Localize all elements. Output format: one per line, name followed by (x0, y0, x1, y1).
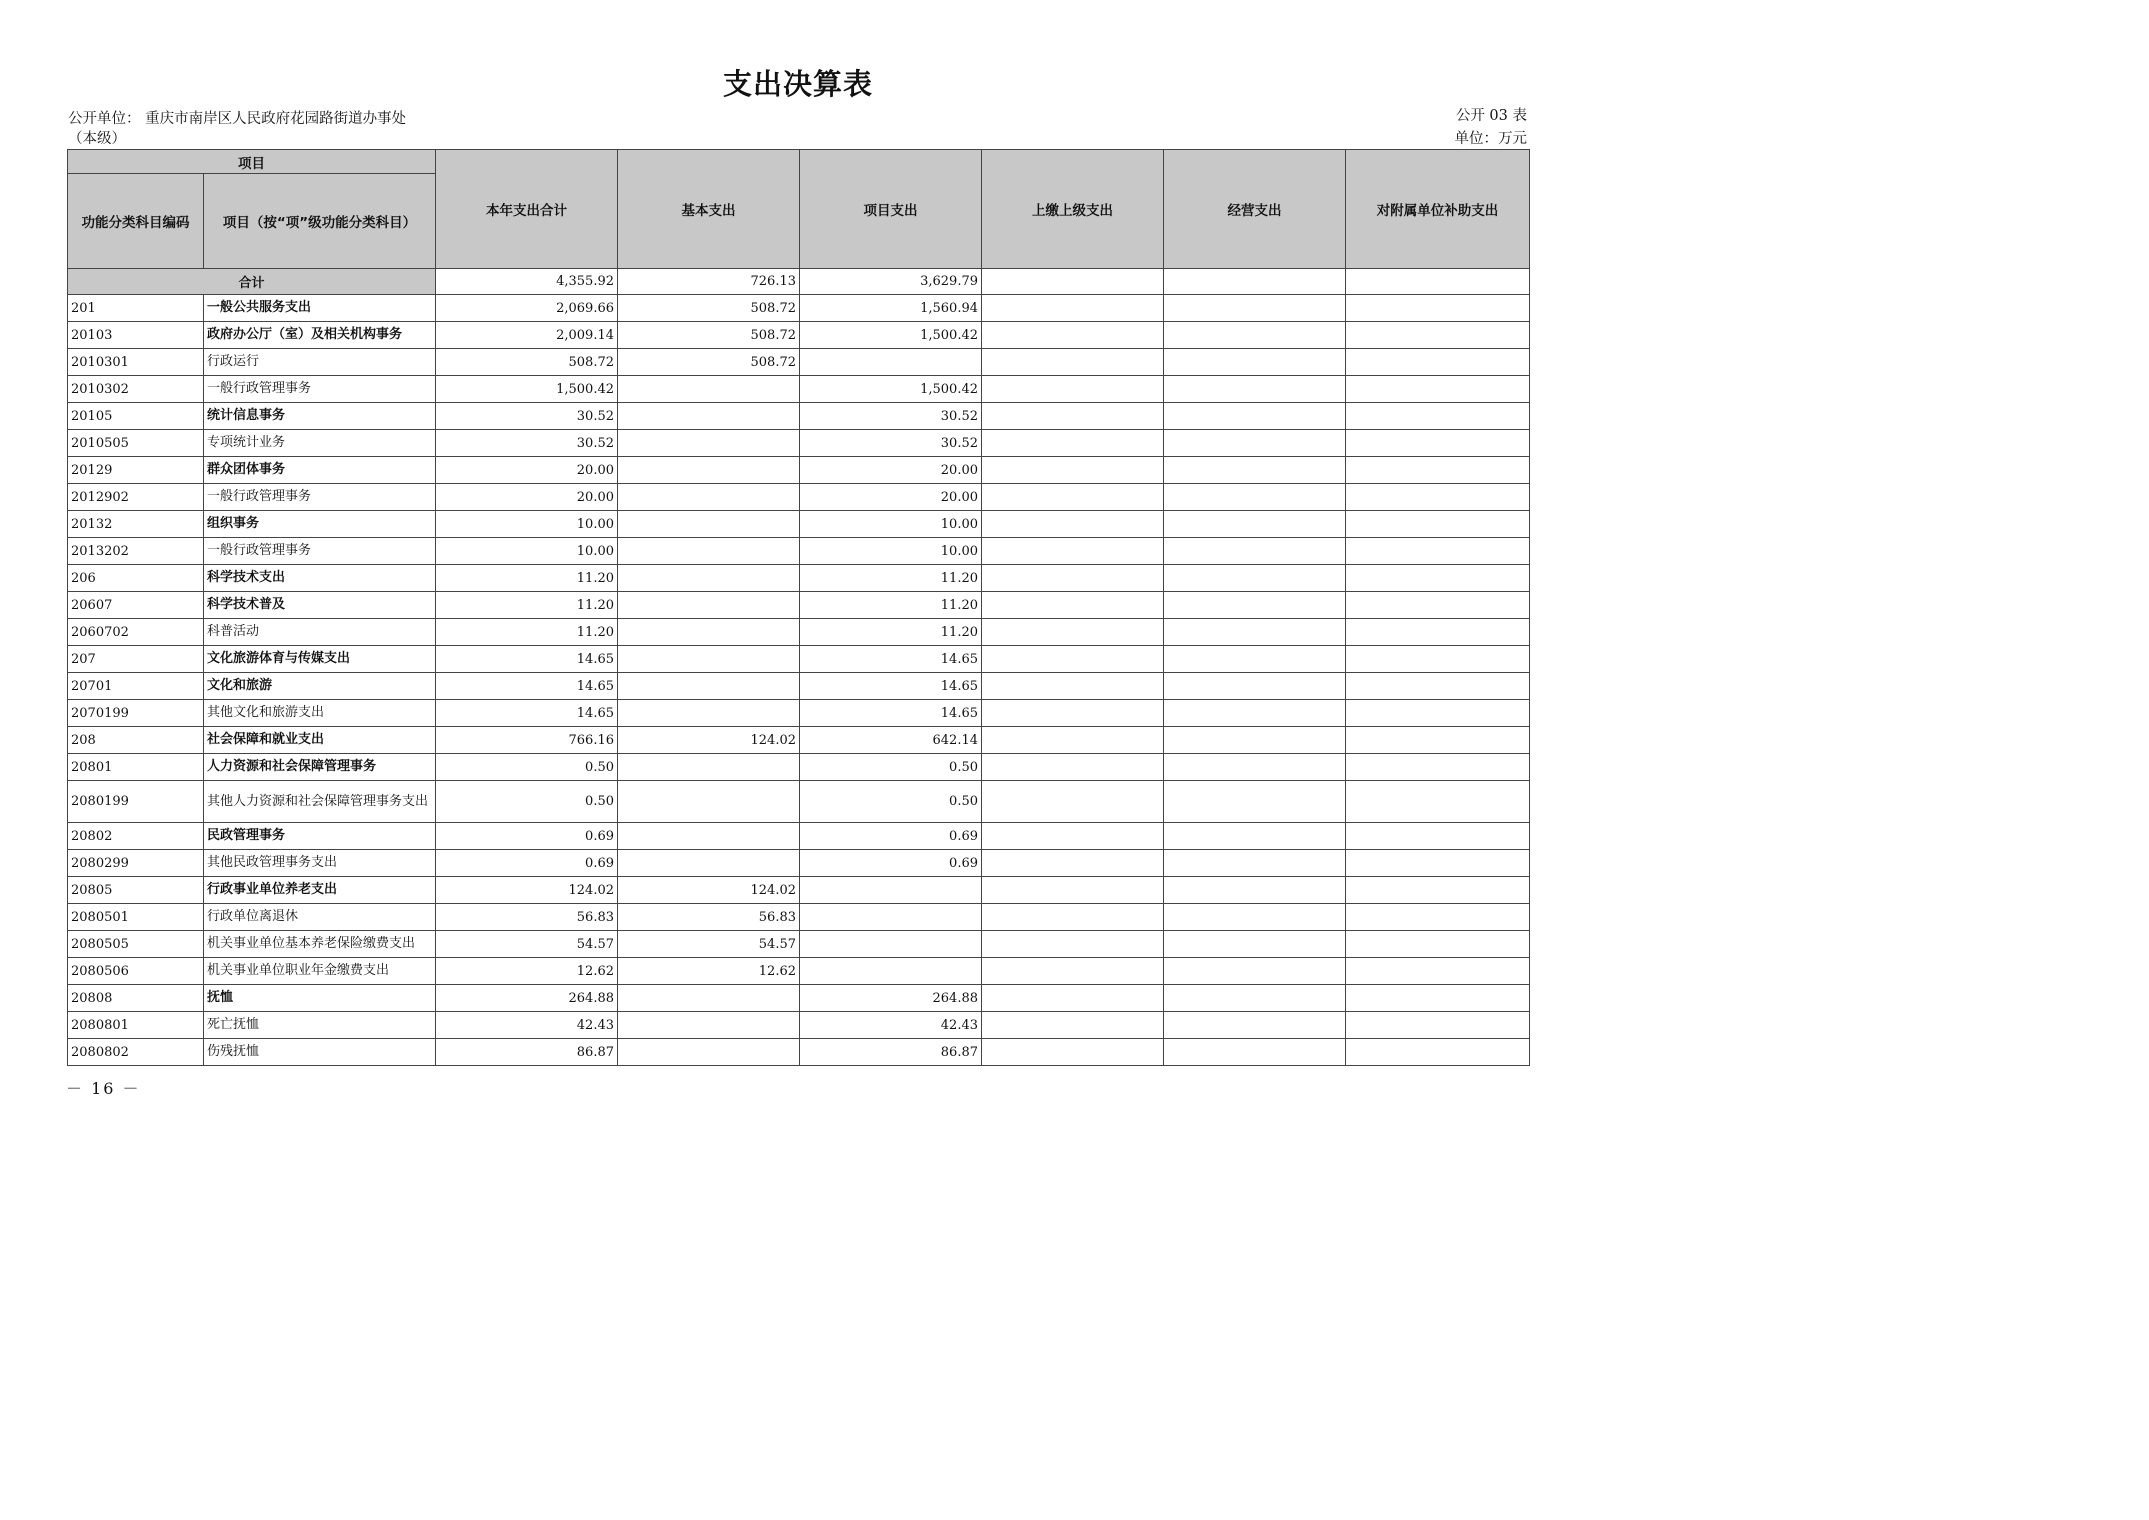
total-subsidy (1346, 269, 1530, 295)
table-row (68, 295, 1530, 322)
row-total: 0.69 (436, 823, 618, 850)
row-upper (982, 727, 1164, 754)
row-upper (982, 619, 1164, 646)
row-basic (618, 754, 800, 781)
row-total: 14.65 (436, 673, 618, 700)
row-basic (618, 403, 800, 430)
header-code: 功能分类科目编码 (68, 174, 204, 269)
row-subsidy (1346, 322, 1530, 349)
row-name: 群众团体事务 (204, 457, 436, 484)
row-name: 一般行政管理事务 (204, 376, 436, 403)
table-row (68, 484, 1530, 511)
row-name: 社会保障和就业支出 (204, 727, 436, 754)
row-basic (618, 619, 800, 646)
row-name: 科学技术普及 (204, 592, 436, 619)
row-code: 201 (68, 295, 204, 322)
total-basic: 726.13 (618, 269, 800, 295)
row-name: 文化和旅游 (204, 673, 436, 700)
row-total: 14.65 (436, 700, 618, 727)
row-subsidy (1346, 727, 1530, 754)
row-subsidy (1346, 376, 1530, 403)
total-business (1164, 269, 1346, 295)
row-subsidy (1346, 1012, 1530, 1039)
row-code: 2010505 (68, 430, 204, 457)
header-name: 项目（按“项”级功能分类科目） (204, 174, 436, 269)
row-project: 11.20 (800, 619, 982, 646)
row-basic: 124.02 (618, 877, 800, 904)
total-upper (982, 269, 1164, 295)
row-total: 766.16 (436, 727, 618, 754)
row-subsidy (1346, 295, 1530, 322)
row-basic (618, 538, 800, 565)
row-code: 2012902 (68, 484, 204, 511)
row-subsidy (1346, 592, 1530, 619)
row-name: 一般行政管理事务 (204, 484, 436, 511)
row-total: 0.50 (436, 781, 618, 823)
row-project: 1,500.42 (800, 322, 982, 349)
page-title: 支出决算表 (722, 67, 873, 101)
row-code: 20607 (68, 592, 204, 619)
row-business (1164, 700, 1346, 727)
row-name: 伤残抚恤 (204, 1039, 436, 1066)
row-total: 30.52 (436, 430, 618, 457)
row-subsidy (1346, 700, 1530, 727)
row-code: 2080299 (68, 850, 204, 877)
total-label: 合计 (68, 269, 436, 295)
row-basic (618, 592, 800, 619)
row-business (1164, 403, 1346, 430)
row-project (800, 958, 982, 985)
row-code: 206 (68, 565, 204, 592)
row-project (800, 349, 982, 376)
row-business (1164, 877, 1346, 904)
row-upper (982, 700, 1164, 727)
row-basic (618, 673, 800, 700)
row-subsidy (1346, 457, 1530, 484)
row-project: 20.00 (800, 484, 982, 511)
page-number: － 16 － (66, 1079, 141, 1098)
table-row (68, 850, 1530, 877)
row-project: 1,500.42 (800, 376, 982, 403)
row-business (1164, 592, 1346, 619)
row-business (1164, 673, 1346, 700)
row-upper (982, 511, 1164, 538)
table-row (68, 1039, 1530, 1066)
row-basic (618, 376, 800, 403)
row-name: 科普活动 (204, 619, 436, 646)
row-project: 10.00 (800, 538, 982, 565)
row-business (1164, 727, 1346, 754)
row-upper (982, 1039, 1164, 1066)
table-row (68, 931, 1530, 958)
table-row (68, 322, 1530, 349)
currency-unit: 单位：万元 (1454, 131, 1527, 147)
row-name: 文化旅游体育与传媒支出 (204, 646, 436, 673)
row-basic (618, 1039, 800, 1066)
row-business (1164, 322, 1346, 349)
row-project: 20.00 (800, 457, 982, 484)
row-project: 30.52 (800, 430, 982, 457)
row-business (1164, 754, 1346, 781)
row-name: 其他人力资源和社会保障管理事务支出 (204, 781, 436, 823)
row-project: 86.87 (800, 1039, 982, 1066)
table-row (68, 565, 1530, 592)
row-code: 2080501 (68, 904, 204, 931)
row-name: 行政单位离退休 (204, 904, 436, 931)
table-row (68, 823, 1530, 850)
row-basic (618, 700, 800, 727)
row-upper (982, 430, 1164, 457)
row-subsidy (1346, 823, 1530, 850)
row-basic: 508.72 (618, 295, 800, 322)
row-upper (982, 376, 1164, 403)
row-code: 2080802 (68, 1039, 204, 1066)
row-project: 11.20 (800, 592, 982, 619)
row-total: 2,069.66 (436, 295, 618, 322)
row-basic (618, 430, 800, 457)
row-upper (982, 322, 1164, 349)
row-total: 264.88 (436, 985, 618, 1012)
row-code: 20132 (68, 511, 204, 538)
row-business (1164, 376, 1346, 403)
row-subsidy (1346, 646, 1530, 673)
row-project (800, 904, 982, 931)
row-basic: 508.72 (618, 349, 800, 376)
row-code: 2080506 (68, 958, 204, 985)
row-upper (982, 1012, 1164, 1039)
row-project: 0.50 (800, 754, 982, 781)
row-basic (618, 781, 800, 823)
row-upper (982, 877, 1164, 904)
row-business (1164, 511, 1346, 538)
row-name: 机关事业单位职业年金缴费支出 (204, 958, 436, 985)
row-basic: 56.83 (618, 904, 800, 931)
row-total: 0.50 (436, 754, 618, 781)
row-total: 12.62 (436, 958, 618, 985)
table-row (68, 511, 1530, 538)
row-subsidy (1346, 781, 1530, 823)
table-row (68, 877, 1530, 904)
row-total: 1,500.42 (436, 376, 618, 403)
row-total: 11.20 (436, 565, 618, 592)
row-name: 人力资源和社会保障管理事务 (204, 754, 436, 781)
row-upper (982, 403, 1164, 430)
row-subsidy (1346, 349, 1530, 376)
expenditure-table (67, 149, 1530, 1066)
row-basic (618, 985, 800, 1012)
header-business: 经营支出 (1164, 150, 1346, 269)
row-project: 14.65 (800, 673, 982, 700)
row-total: 124.02 (436, 877, 618, 904)
table-row (68, 673, 1530, 700)
row-basic: 12.62 (618, 958, 800, 985)
row-subsidy (1346, 565, 1530, 592)
row-subsidy (1346, 484, 1530, 511)
header-upper: 上缴上级支出 (982, 150, 1164, 269)
row-business (1164, 646, 1346, 673)
row-total: 20.00 (436, 457, 618, 484)
table-row (68, 904, 1530, 931)
row-subsidy (1346, 877, 1530, 904)
row-upper (982, 904, 1164, 931)
row-upper (982, 958, 1164, 985)
total-row (68, 269, 1530, 295)
row-subsidy (1346, 403, 1530, 430)
row-name: 政府办公厅（室）及相关机构事务 (204, 322, 436, 349)
row-subsidy (1346, 1039, 1530, 1066)
row-project (800, 877, 982, 904)
row-basic: 54.57 (618, 931, 800, 958)
row-upper (982, 673, 1164, 700)
row-business (1164, 823, 1346, 850)
row-code: 208 (68, 727, 204, 754)
row-upper (982, 349, 1164, 376)
row-business (1164, 1012, 1346, 1039)
table-row (68, 619, 1530, 646)
row-total: 2,009.14 (436, 322, 618, 349)
row-name: 一般行政管理事务 (204, 538, 436, 565)
total-amount: 4,355.92 (436, 269, 618, 295)
publishing-unit: 公开单位： 重庆市南岸区人民政府花园路街道办事处 (68, 111, 407, 127)
row-upper (982, 592, 1164, 619)
table-row (68, 349, 1530, 376)
row-basic: 124.02 (618, 727, 800, 754)
row-subsidy (1346, 673, 1530, 700)
row-business (1164, 484, 1346, 511)
row-project: 14.65 (800, 700, 982, 727)
row-total: 11.20 (436, 592, 618, 619)
row-total: 54.57 (436, 931, 618, 958)
row-code: 207 (68, 646, 204, 673)
row-business (1164, 781, 1346, 823)
row-code: 20808 (68, 985, 204, 1012)
row-basic (618, 1012, 800, 1039)
table-row (68, 781, 1530, 823)
row-upper (982, 823, 1164, 850)
row-code: 2080505 (68, 931, 204, 958)
row-code: 20802 (68, 823, 204, 850)
row-code: 2070199 (68, 700, 204, 727)
row-total: 0.69 (436, 850, 618, 877)
row-upper (982, 646, 1164, 673)
row-code: 2010301 (68, 349, 204, 376)
row-basic (618, 646, 800, 673)
row-basic (618, 565, 800, 592)
row-basic (618, 850, 800, 877)
row-code: 2013202 (68, 538, 204, 565)
row-upper (982, 538, 1164, 565)
table-row (68, 376, 1530, 403)
row-code: 20103 (68, 322, 204, 349)
row-project: 0.50 (800, 781, 982, 823)
row-subsidy (1346, 904, 1530, 931)
row-name: 其他民政管理事务支出 (204, 850, 436, 877)
row-business (1164, 931, 1346, 958)
row-subsidy (1346, 985, 1530, 1012)
row-business (1164, 985, 1346, 1012)
row-total: 30.52 (436, 403, 618, 430)
table-row (68, 985, 1530, 1012)
row-project: 42.43 (800, 1012, 982, 1039)
row-upper (982, 850, 1164, 877)
row-project: 1,560.94 (800, 295, 982, 322)
table-row (68, 754, 1530, 781)
header-project: 项目 (68, 150, 436, 174)
row-total: 42.43 (436, 1012, 618, 1039)
row-business (1164, 1039, 1346, 1066)
row-name: 其他文化和旅游支出 (204, 700, 436, 727)
row-name: 机关事业单位基本养老保险缴费支出 (204, 931, 436, 958)
row-project: 0.69 (800, 850, 982, 877)
row-code: 20105 (68, 403, 204, 430)
row-name: 行政运行 (204, 349, 436, 376)
row-subsidy (1346, 958, 1530, 985)
row-business (1164, 904, 1346, 931)
row-subsidy (1346, 931, 1530, 958)
row-name: 一般公共服务支出 (204, 295, 436, 322)
table-row (68, 430, 1530, 457)
row-project: 30.52 (800, 403, 982, 430)
row-basic (618, 511, 800, 538)
form-number: 公开 03 表 (1455, 108, 1527, 124)
row-upper (982, 565, 1164, 592)
row-code: 2010302 (68, 376, 204, 403)
row-name: 民政管理事务 (204, 823, 436, 850)
row-business (1164, 619, 1346, 646)
row-code: 2060702 (68, 619, 204, 646)
table-row (68, 457, 1530, 484)
row-business (1164, 430, 1346, 457)
table-row (68, 727, 1530, 754)
header-subsidy: 对附属单位补助支出 (1346, 150, 1530, 269)
row-business (1164, 295, 1346, 322)
row-project (800, 931, 982, 958)
row-project: 642.14 (800, 727, 982, 754)
row-name: 死亡抚恤 (204, 1012, 436, 1039)
row-total: 10.00 (436, 538, 618, 565)
row-total: 86.87 (436, 1039, 618, 1066)
row-project: 11.20 (800, 565, 982, 592)
row-subsidy (1346, 511, 1530, 538)
table-row (68, 646, 1530, 673)
row-subsidy (1346, 619, 1530, 646)
row-upper (982, 754, 1164, 781)
row-total: 56.83 (436, 904, 618, 931)
row-basic (618, 484, 800, 511)
table-row (68, 403, 1530, 430)
row-name: 行政事业单位养老支出 (204, 877, 436, 904)
row-project: 264.88 (800, 985, 982, 1012)
table-row (68, 592, 1530, 619)
row-basic: 508.72 (618, 322, 800, 349)
row-subsidy (1346, 850, 1530, 877)
header-project-expenditure: 项目支出 (800, 150, 982, 269)
row-upper (982, 295, 1164, 322)
row-project: 0.69 (800, 823, 982, 850)
row-upper (982, 457, 1164, 484)
row-code: 20805 (68, 877, 204, 904)
row-name: 专项统计业务 (204, 430, 436, 457)
row-upper (982, 781, 1164, 823)
row-code: 2080801 (68, 1012, 204, 1039)
row-code: 20129 (68, 457, 204, 484)
table-row (68, 700, 1530, 727)
header-basic: 基本支出 (618, 150, 800, 269)
unit-level: （本级） (68, 131, 126, 147)
row-name: 抚恤 (204, 985, 436, 1012)
row-project: 10.00 (800, 511, 982, 538)
row-total: 508.72 (436, 349, 618, 376)
row-business (1164, 349, 1346, 376)
header-total: 本年支出合计 (436, 150, 618, 269)
row-basic (618, 823, 800, 850)
row-upper (982, 985, 1164, 1012)
row-subsidy (1346, 538, 1530, 565)
row-name: 统计信息事务 (204, 403, 436, 430)
row-basic (618, 457, 800, 484)
row-total: 14.65 (436, 646, 618, 673)
row-subsidy (1346, 754, 1530, 781)
total-project: 3,629.79 (800, 269, 982, 295)
row-name: 科学技术支出 (204, 565, 436, 592)
row-business (1164, 958, 1346, 985)
row-project: 14.65 (800, 646, 982, 673)
row-code: 20701 (68, 673, 204, 700)
table-row (68, 538, 1530, 565)
row-code: 20801 (68, 754, 204, 781)
row-name: 组织事务 (204, 511, 436, 538)
table-row (68, 958, 1530, 985)
row-upper (982, 931, 1164, 958)
row-total: 10.00 (436, 511, 618, 538)
row-total: 11.20 (436, 619, 618, 646)
row-total: 20.00 (436, 484, 618, 511)
row-upper (982, 484, 1164, 511)
row-business (1164, 457, 1346, 484)
row-business (1164, 850, 1346, 877)
row-subsidy (1346, 430, 1530, 457)
row-code: 2080199 (68, 781, 204, 823)
row-business (1164, 565, 1346, 592)
row-business (1164, 538, 1346, 565)
table-row (68, 1012, 1530, 1039)
